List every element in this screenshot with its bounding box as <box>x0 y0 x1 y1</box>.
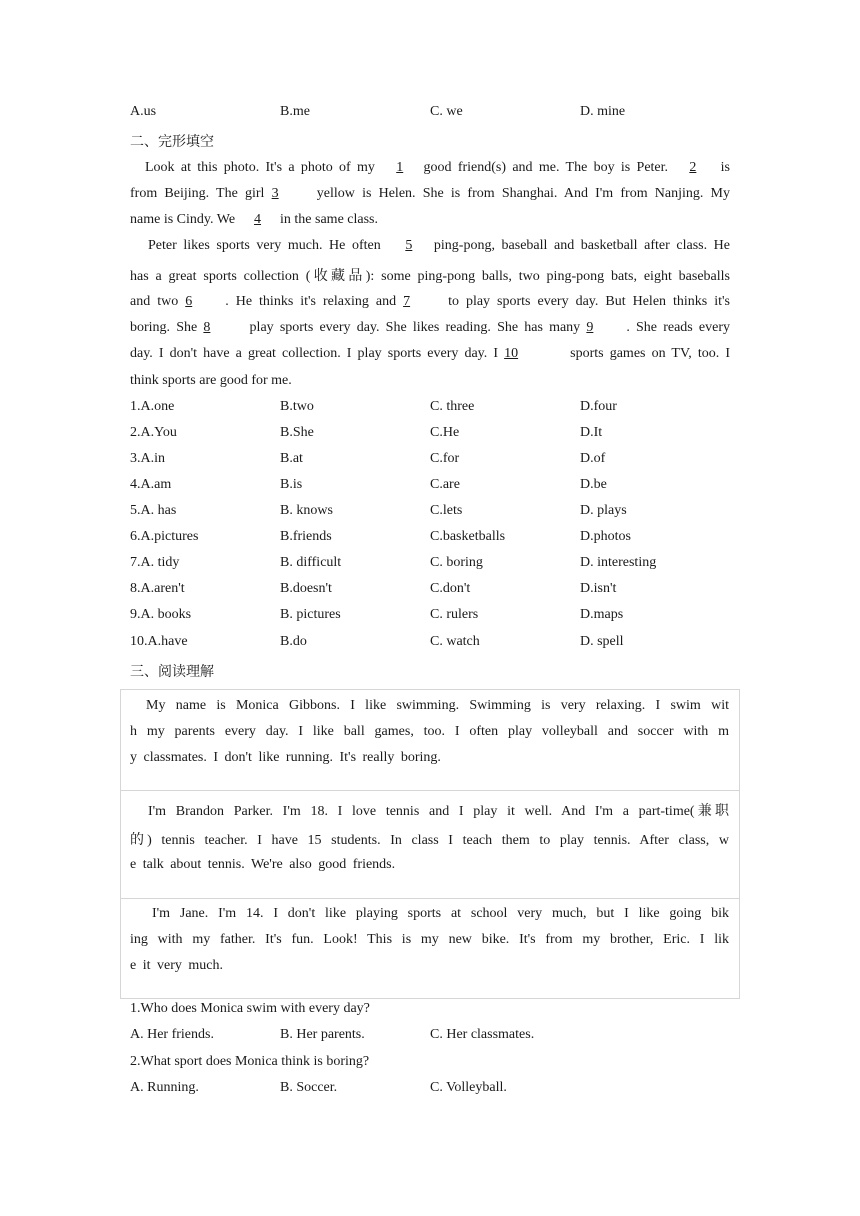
passage-3-line-3: e it very much. <box>130 958 223 973</box>
option-a: A.us <box>130 104 157 119</box>
reading-passages-table <box>120 689 740 999</box>
cloze-line-9: think sports are good for me. <box>130 373 292 388</box>
passage-1-line-2: h my parents every day. I like ball games, too. I often play volleyball and soccer with m <box>130 724 729 739</box>
cloze-line-1: Look at this photo. It's a photo of my 1 good friend(s) and me. The boy is Peter. 2 is <box>145 160 730 175</box>
blank-10: 10 <box>504 346 519 361</box>
passage-1-line-3: y classmates. I don't like running. It's really boring. <box>130 750 441 765</box>
cloze-line-4: Peter likes sports very much. He often 5 ping-pong, baseball and basketball after class. He <box>148 238 730 253</box>
option-row: 8.A.aren't B.doesn't C.don't D.isn't <box>130 581 617 596</box>
passage-1-line-1: My name is Monica Gibbons. I like swimming. Swimming is very relaxing. I swim wit <box>146 698 729 713</box>
cloze-line-7: boring. She 8 play sports every day. She likes reading. She has many 9 . She reads every <box>130 320 730 335</box>
top-options-row <box>130 104 730 124</box>
blank-7: 7 <box>403 294 411 309</box>
row-divider <box>121 790 739 791</box>
question-2-options: A. Running. B. Soccer. C. Volleyball. <box>130 1080 507 1095</box>
cloze-line-3: name is Cindy. We 4 in the same class. <box>130 212 379 227</box>
option-row: 7.A. tidy B. difficult C. boring D. interesting <box>130 555 657 570</box>
blank-6: 6 <box>185 294 193 309</box>
option-row: 3.A.in B.at C.for D.of <box>130 451 606 466</box>
blank-2: 2 <box>689 160 697 175</box>
blank-1: 1 <box>396 160 404 175</box>
option-row: 5.A. has B. knows C.lets D. plays <box>130 503 627 518</box>
blank-8: 8 <box>203 320 211 335</box>
passage-2-line-1: I'm Brandon Parker. I'm 18. I love tennis and I play it well. And I'm a part-time(兼职 <box>148 804 729 819</box>
row-divider <box>121 898 739 899</box>
blank-5: 5 <box>405 238 413 253</box>
option-row: 10.A.have B.do C. watch D. spell <box>130 634 624 649</box>
blank-3: 3 <box>271 186 279 201</box>
passage-2-line-3: e talk about tennis. We're also good friends. <box>130 857 396 872</box>
question-1: 1.Who does Monica swim with every day? <box>130 1001 370 1016</box>
option-d: D. mine <box>580 104 626 119</box>
cloze-line-5: has a great sports collection (收藏品): some ping-pong balls, two ping-pong bats, eight baseballs <box>130 269 730 284</box>
cloze-line-6: and two 6 . He thinks it's relaxing and 7 to play sports every day. But Helen thinks it's <box>130 294 731 309</box>
question-1-options: A. Her friends. B. Her parents. C. Her classmates. <box>130 1027 535 1042</box>
question-2: 2.What sport does Monica think is boring? <box>130 1054 370 1069</box>
passage-3-line-1: I'm Jane. I'm 14. I don't like playing sports at school very much, but I like going bik <box>152 906 729 921</box>
option-row: 6.A.pictures B.friends C.basketballs D.photos <box>130 529 631 544</box>
section-title-reading: 三、阅读理解 <box>130 665 214 680</box>
blank-4: 4 <box>254 212 262 227</box>
blank-9: 9 <box>586 320 594 335</box>
passage-3-line-2: ing with my father. It's fun. Look! This is my new bike. It's from my brother, Eric. I lik <box>130 932 729 947</box>
option-row: 9.A. books B. pictures C. rulers D.maps <box>130 607 624 622</box>
option-c: C. we <box>430 104 463 119</box>
cloze-line-8: day. I don't have a great collection. I play sports every day. I 10 sports games on TV, too. I <box>130 346 730 361</box>
cloze-line-2: from Beijing. The girl 3 yellow is Helen. She is from Shanghai. And I'm from Nanjing. My <box>130 186 731 201</box>
option-row: 4.A.am B.is C.are D.be <box>130 477 607 492</box>
option-b: B.me <box>280 104 310 119</box>
passage-2-line-2: 的) tennis teacher. I have 15 students. In class I teach them to play tennis. After class, w <box>130 833 729 848</box>
option-row: 1.A.one B.two C. three D.four <box>130 399 617 414</box>
section-title-cloze: 二、完形填空 <box>130 135 214 150</box>
option-row: 2.A.You B.She C.He D.It <box>130 425 603 440</box>
